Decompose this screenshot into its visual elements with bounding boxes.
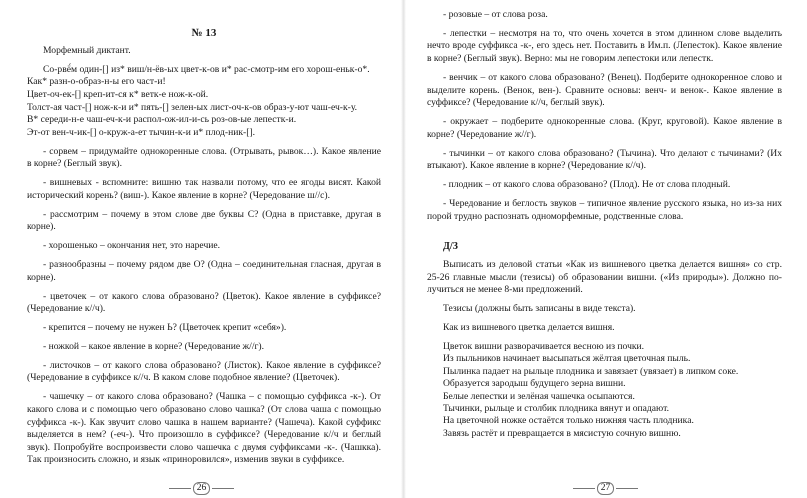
analysis-paragraph: - окружает – подберите однокоренные слова. (Круг, круговой). Какое явление в корне? (Чередование ж//г).	[427, 116, 782, 140]
analysis-paragraph: - цветочек – от какого слова образовано? (Цветок). Какое явление в суффиксе? (Чередование к//ч).	[27, 290, 381, 315]
dictation-line: Эт-от вен-ч-ик-[] о-круж-а-ет тычин-к-и и* плод-ник-[].	[27, 126, 256, 138]
analysis-paragraph: - плодник – от какого слова образовано? (Плод). Не от слова плодный.	[443, 179, 731, 191]
dictation-line: Со-рвё́м один-[] из* виш/н-ёв-ых цвет-к-ов и* рас-смотр-им его хорош-еньк-о*.	[43, 63, 370, 75]
analysis-paragraph: - хорошенько – окончания нет, это наречие.	[43, 240, 221, 252]
analysis-paragraph: - разнообразны – почему рядом две О? (Одна – соединительная гласная, другая в корне).	[27, 259, 381, 283]
thesis-line: Тычинки, рыльце и столбик плодника вянут и опадают.	[443, 402, 669, 414]
footer-rule	[573, 488, 595, 489]
analysis-paragraph: - рассмотрим – почему в этом слове две буквы С? (Одна в приставке, другая в корне).	[27, 208, 381, 233]
homework-paragraph: Как из вишневого цветка делается вишня.	[443, 322, 615, 334]
footer-rule	[616, 488, 638, 489]
analysis-paragraph: - крепится – почему не нужен Ь? (Цветочек крепит «себя»).	[43, 322, 287, 334]
analysis-paragraph: - Чередование и беглость звуков – типичное явление русского языка, но из-за них порой трудно распознать одноморфемные, родственные слова.	[427, 197, 782, 222]
dictation-heading: Морфемный диктант.	[43, 45, 131, 56]
page-number: 27	[597, 482, 615, 495]
thesis-line: Из пыльников начинает высыпаться жёлтая цветочная пыль.	[443, 353, 691, 365]
right-page-footer	[404, 481, 807, 495]
homework-paragraph: Тезисы (должны быть записаны в виде текста).	[443, 303, 636, 315]
thesis-line: На цветочной ножке остаётся только нижняя часть плодника.	[443, 415, 694, 427]
dictation-line: Как* разн-о-образ-н-ы его част-и!	[27, 76, 166, 88]
analysis-paragraph: - тычинки – от какого слова образовано? (Тычина). Что делают с тычинами? (Их втыкают). Какое явление в корне? (Чередование к//ч).	[427, 147, 782, 172]
dictation-line: Цвет-оч-ек-[] креп-ит-ся к* ветк-е нож-к-ой.	[27, 89, 209, 101]
analysis-paragraph: - чашечку – от какого слова образовано? (Чашка – с помощью суффикса -к-). От какого слова и с помощью чего образовано слово чашка? (От слова чаша с помощью суффикса -к-). Как звучит слово чашка в нашем варианте? (Чашеча). Какой суффикс выделяется в нем? (-еч-). Что произошло в суффиксе? (Чередование к//ч и беглый звук). Попробуйте воспроизвести слово чашечка с двумя суффиксами -к-. (Чашкка). Так произносить сложно, и язык «приноровился», изменив звуки в суффиксе.	[27, 391, 381, 466]
footer-rule	[212, 488, 234, 489]
thesis-line: Пылинка падает на рыльце плодника и завязает (увязает) в липком соке.	[443, 365, 739, 377]
analysis-paragraph: - лепестки – несмотря на то, что очень хочется в этом длинном слове выделить нечто вроде суффикса -к-, его здесь нет. Поставить в Им.п. (Лепесток). Какое явление в корне? (Беглый звук). Верно: мы не говорим лепестоки или лепестк.	[427, 27, 782, 65]
thesis-line: Цветок вишни разворачивается весною из почки.	[443, 340, 645, 352]
footer-rule	[169, 488, 191, 489]
right-page	[404, 0, 807, 498]
homework-paragraph: Выписать из деловой статьи «Как из вишневого цветка делается вишня» со стр. 25-26 главные мысли (тезисы) об образовании вишни. («Из природы»). Должно по-лучиться не менее 8-ми предложений.	[427, 259, 782, 296]
analysis-paragraph: - листочков – от какого слова образовано? (Листок). Какое явление в суффиксе? (Чередование в суффиксе к//ч. В каком слове подобное явление? (Цветочек).	[27, 359, 381, 384]
analysis-paragraph: - венчик – от какого слова образовано? (Венец). Подберите однокоренное слово и выделите корень. (Венок, вен-). Сравните основы: венч- и венок-. Какое явление в суффиксе? (Чередование к//ч, беглый звук).	[427, 71, 782, 109]
thesis-line: Белые лепестки и зелёная чашечка осыпаются.	[443, 390, 635, 402]
thesis-line: Образуется зародыш будущего зерна вишни.	[443, 378, 626, 390]
thesis-line: Завязь растёт и превращается в мясистую сочную вишню.	[443, 427, 681, 439]
page-number: 26	[193, 482, 211, 495]
theses-list	[427, 341, 782, 440]
left-page	[0, 0, 403, 498]
dictation-line: В* середи-н-е чаш-еч-к-и распол-ож-ил-и-сь роз-ов-ые лепестк-и.	[27, 114, 297, 126]
analysis-paragraph: - сорвем – придумайте однокоренные слова. (Отрывать, рывок…). Какое явление в корне? (Беглый звук).	[27, 145, 381, 170]
analysis-paragraph: - ножкой – какое явление в корне? (Чередование ж//г).	[43, 340, 265, 352]
left-page-footer	[0, 481, 403, 495]
analysis-paragraph: - розовые – от слова роза.	[443, 9, 548, 20]
dictation-line: Толст-ая част-[] нож-к-и и* пять-[] зелен-ых лист-оч-к-ов образ-у-ют чаш-еч-к-у.	[27, 101, 358, 113]
homework-heading: Д/З	[443, 241, 458, 253]
dictation-text	[27, 64, 381, 140]
analysis-paragraph: - вишневых - вспомните: вишню так назвали потому, что ее ягоды висят. Какой исторический корень? (виш-). Какое явление в корне? (Чередование ш//с).	[27, 177, 381, 201]
exercise-title: № 13	[191, 27, 217, 39]
